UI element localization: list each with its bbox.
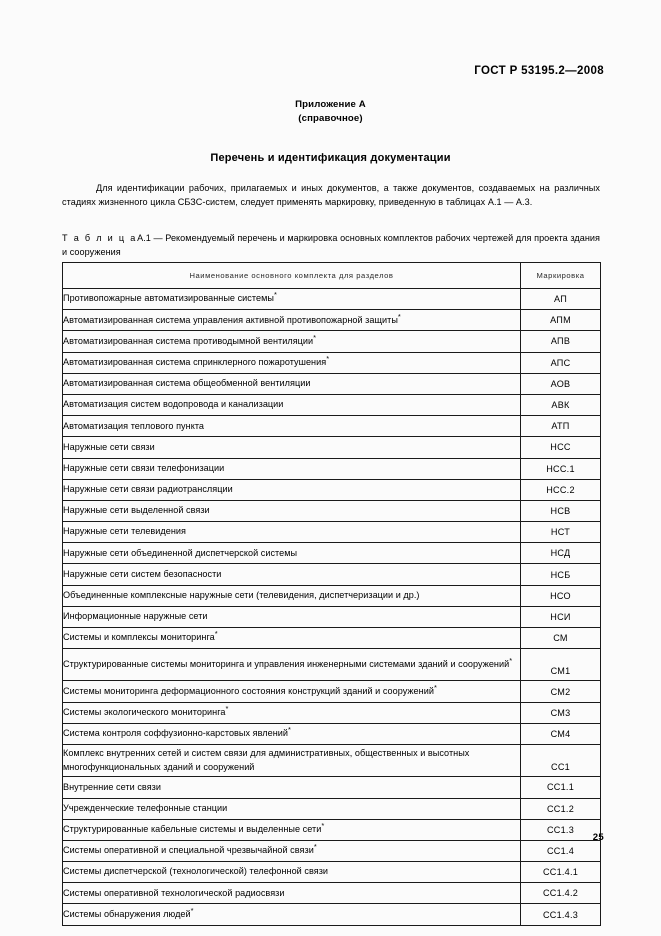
table-row	[63, 437, 601, 458]
table-caption-text: — Рекомендуемый перечень и маркировка основных комплектов рабочих чертежей для проекта здания и сооружения	[62, 233, 600, 257]
cell-complex-name: Объединенные комплексные наружные сети (телевидения, диспетчеризации и др.)	[63, 585, 521, 606]
table-row	[63, 745, 601, 777]
table-row	[63, 777, 601, 798]
footnote-asterisk: *	[288, 725, 292, 735]
table-row	[63, 628, 601, 649]
table-row	[63, 840, 601, 861]
cell-marking-code: НСВ	[521, 500, 601, 521]
footnote-asterisk: *	[313, 332, 317, 342]
cell-complex-name: Наружные сети систем безопасности	[63, 564, 521, 585]
cell-complex-name: Структурированные кабельные системы и выделенные сети*	[63, 819, 521, 840]
cell-marking-code: НСД	[521, 543, 601, 564]
cell-complex-name: Структурированные системы мониторинга и управления инженерными системами зданий и сооружений*	[63, 649, 521, 681]
cell-marking-code: СС1.1	[521, 777, 601, 798]
table-caption	[62, 232, 600, 259]
annex-heading	[0, 98, 661, 125]
table-row	[63, 883, 601, 904]
table-row	[63, 819, 601, 840]
cell-marking-code: СС1.2	[521, 798, 601, 819]
table-row	[63, 723, 601, 744]
table-row	[63, 373, 601, 394]
cell-marking-code: СМ2	[521, 681, 601, 702]
cell-marking-code: СМ3	[521, 702, 601, 723]
cell-marking-code: СМ	[521, 628, 601, 649]
cell-complex-name: Автоматизированная система управления активной противопожарной защиты*	[63, 310, 521, 331]
cell-marking-code: СС1	[521, 745, 601, 777]
cell-marking-code: АВК	[521, 394, 601, 415]
cell-complex-name: Учрежденческие телефонные станции	[63, 798, 521, 819]
footnote-asterisk: *	[313, 842, 317, 852]
footnote-asterisk: *	[225, 704, 229, 714]
table-row	[63, 798, 601, 819]
footnote-asterisk: *	[397, 311, 401, 321]
footnote-asterisk: *	[190, 905, 194, 915]
table-row	[63, 606, 601, 627]
cell-marking-code: НСС.2	[521, 479, 601, 500]
footnote-asterisk: *	[321, 821, 325, 831]
cell-marking-code: НСИ	[521, 606, 601, 627]
cell-marking-code: СС1.4.1	[521, 862, 601, 883]
cell-marking-code: НСБ	[521, 564, 601, 585]
table-row	[63, 543, 601, 564]
cell-complex-name: Комплекс внутренних сетей и систем связи для административных, общественных и высотных многофункциональных зданий и сооружений	[63, 745, 521, 777]
cell-complex-name: Системы оперативной технологической радиосвязи	[63, 883, 521, 904]
cell-marking-code: НСТ	[521, 522, 601, 543]
column-header-marking: Маркировка	[521, 263, 601, 289]
table-row	[63, 458, 601, 479]
cell-complex-name: Системы оперативной и специальной чрезвычайной связи*	[63, 840, 521, 861]
table-header-row	[63, 263, 601, 289]
cell-complex-name: Наружные сети выделенной связи	[63, 500, 521, 521]
cell-marking-code: АТП	[521, 416, 601, 437]
table-caption-number: А.1	[137, 233, 151, 243]
cell-complex-name: Наружные сети связи	[63, 437, 521, 458]
cell-complex-name: Системы мониторинга деформационного состояния конструкций зданий и сооружений*	[63, 681, 521, 702]
table-body	[63, 289, 601, 926]
cell-complex-name: Информационные наружные сети	[63, 606, 521, 627]
cell-complex-name: Наружные сети объединенной диспетчерской системы	[63, 543, 521, 564]
cell-complex-name: Автоматизация теплового пункта	[63, 416, 521, 437]
cell-marking-code: СМ1	[521, 649, 601, 681]
table-row	[63, 649, 601, 681]
cell-complex-name: Системы и комплексы мониторинга*	[63, 628, 521, 649]
cell-marking-code: АПС	[521, 352, 601, 373]
table-row	[63, 500, 601, 521]
table-row	[63, 331, 601, 352]
cell-complex-name: Автоматизированная система противодымной вентиляции*	[63, 331, 521, 352]
table-row	[63, 394, 601, 415]
footnote-asterisk: *	[326, 353, 330, 363]
cell-complex-name: Системы экологического мониторинга*	[63, 702, 521, 723]
cell-complex-name: Наружные сети телевидения	[63, 522, 521, 543]
cell-complex-name: Система контроля соффузионно-карстовых явлений*	[63, 723, 521, 744]
cell-marking-code: СС1.4	[521, 840, 601, 861]
annex-kind: (справочное)	[298, 112, 363, 124]
cell-complex-name: Автоматизация систем водопровода и канализации	[63, 394, 521, 415]
cell-marking-code: НСС.1	[521, 458, 601, 479]
table-row	[63, 585, 601, 606]
table-row	[63, 310, 601, 331]
cell-complex-name: Системы диспетчерской (технологической) телефонной связи	[63, 862, 521, 883]
cell-complex-name: Наружные сети связи телефонизации	[63, 458, 521, 479]
table-row	[63, 479, 601, 500]
cell-complex-name: Внутренние сети связи	[63, 777, 521, 798]
footnote-asterisk: *	[509, 656, 513, 666]
cell-complex-name: Наружные сети связи радиотрансляции	[63, 479, 521, 500]
table-row	[63, 904, 601, 925]
page-number: 25	[592, 832, 604, 843]
page-title: Перечень и идентификация документации	[210, 152, 451, 164]
cell-marking-code: СС1.3	[521, 819, 601, 840]
footnote-asterisk: *	[273, 290, 277, 300]
table-row	[63, 862, 601, 883]
cell-marking-code: НСО	[521, 585, 601, 606]
cell-marking-code: АП	[521, 289, 601, 310]
table-row	[63, 522, 601, 543]
intro-paragraph: Для идентификации рабочих, прилагаемых и иных документов, а также документов, создаваемых на различных стадиях жизненного цикла СБЗС-систем, следует применять маркировку, приведенную в таблицах А.1 — А.3.	[62, 183, 600, 208]
cell-marking-code: АОВ	[521, 373, 601, 394]
footnote-asterisk: *	[214, 629, 218, 639]
cell-marking-code: СС1.4.3	[521, 904, 601, 925]
table-row	[63, 416, 601, 437]
table-row	[63, 289, 601, 310]
annex-title: Приложение А	[295, 99, 366, 110]
cell-marking-code: СМ4	[521, 723, 601, 744]
cell-marking-code: АПМ	[521, 310, 601, 331]
footnote-asterisk: *	[433, 682, 437, 692]
cell-marking-code: СС1.4.2	[521, 883, 601, 904]
running-head-standard-number: ГОСТ Р 53195.2—2008	[474, 65, 604, 77]
table-caption-label: Т а б л и ц а	[62, 233, 138, 243]
table-row	[63, 702, 601, 723]
cell-complex-name: Автоматизированная система общеобменной вентиляции	[63, 373, 521, 394]
column-header-name: Наименование основного комплекта для разделов	[63, 263, 521, 289]
cell-complex-name: Противопожарные автоматизированные системы*	[63, 289, 521, 310]
table-row	[63, 681, 601, 702]
cell-complex-name: Автоматизированная система спринклерного пожаротушения*	[63, 352, 521, 373]
cell-complex-name: Системы обнаружения людей*	[63, 904, 521, 925]
documentation-marking-table	[62, 262, 601, 926]
table-row	[63, 564, 601, 585]
table-row	[63, 352, 601, 373]
cell-marking-code: НСС	[521, 437, 601, 458]
cell-marking-code: АПВ	[521, 331, 601, 352]
